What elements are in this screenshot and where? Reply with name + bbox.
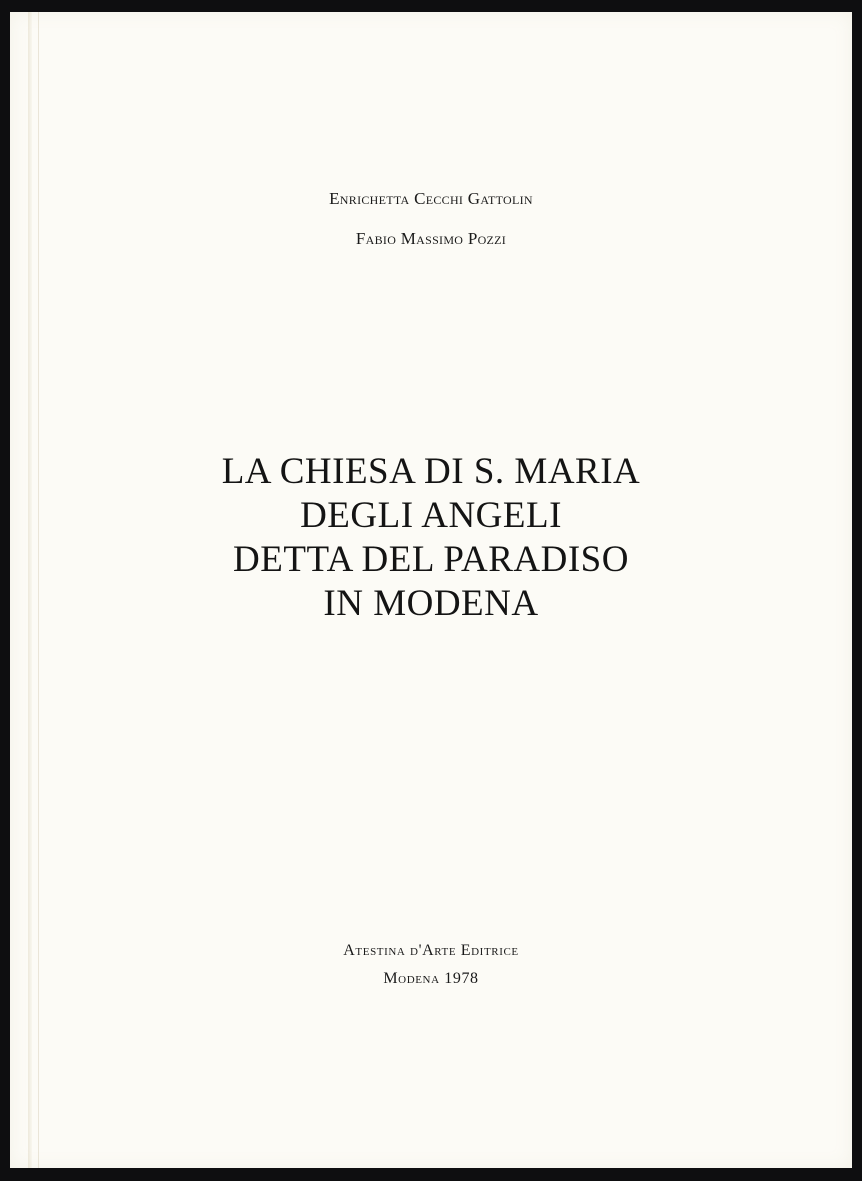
publisher-name: Atestina d'Arte Editrice bbox=[343, 942, 519, 959]
publisher-block bbox=[10, 937, 852, 993]
author-block bbox=[10, 179, 852, 259]
title-page bbox=[10, 12, 852, 1168]
book-title bbox=[10, 450, 852, 626]
title-line: IN MODENA bbox=[323, 583, 539, 624]
publication-place-year: Modena 1978 bbox=[383, 970, 479, 987]
author-name: Enrichetta Cecchi Gattolin bbox=[329, 189, 533, 208]
title-line: DETTA DEL PARADISO bbox=[233, 539, 629, 580]
title-line: DEGLI ANGELI bbox=[300, 495, 562, 536]
author-name: Fabio Massimo Pozzi bbox=[355, 229, 507, 248]
title-line: LA CHIESA DI S. MARIA bbox=[221, 451, 641, 492]
